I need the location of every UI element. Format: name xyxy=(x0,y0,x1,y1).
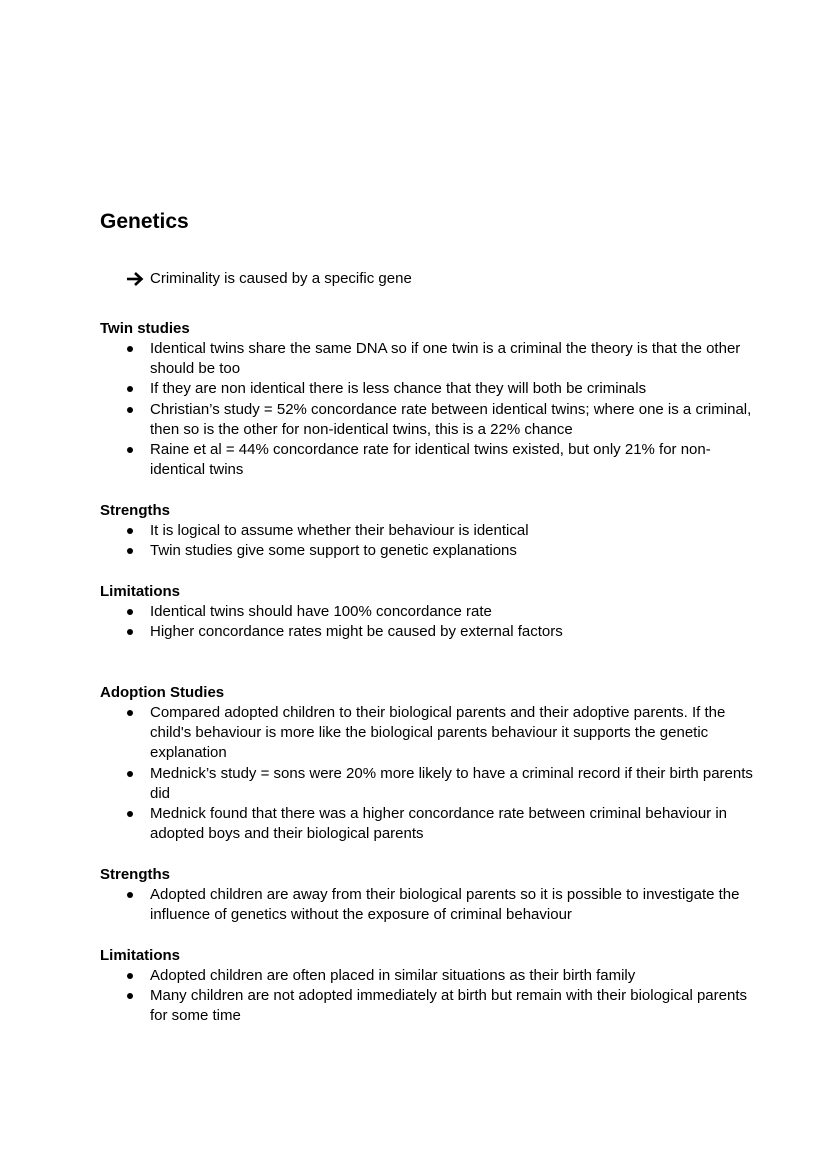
bullet-icon xyxy=(127,993,133,999)
bullet-icon xyxy=(127,407,133,413)
section-heading: Limitations xyxy=(100,583,181,600)
list-item-text: Many children are not adopted immediately at birth but remain with their biological parents for some time xyxy=(150,987,747,1025)
list-item-text: Mednick’s study = sons were 20% more likely to have a criminal record if their birth parents did xyxy=(150,764,753,802)
list-item xyxy=(100,804,760,844)
list-item-text: If they are non identical there is less chance that they will both be criminals xyxy=(150,380,647,398)
intro-line xyxy=(125,269,412,289)
list-item-text: Identical twins should have 100% concordance rate xyxy=(150,603,492,620)
list-item-text: Higher concordance rates might be caused by external factors xyxy=(150,623,563,641)
list-item xyxy=(100,622,760,642)
section-twin-limitations xyxy=(100,582,760,642)
section-heading: Twin studies xyxy=(100,320,190,337)
section-heading: Adoption Studies xyxy=(100,684,225,701)
list-item-text: Twin studies give some support to genetic explanations xyxy=(150,542,517,560)
page-title: Genetics xyxy=(100,210,189,233)
section-twin-strengths xyxy=(100,501,760,561)
bullet-list xyxy=(100,703,760,844)
bullet-icon xyxy=(127,973,133,979)
bullet-list xyxy=(100,602,760,642)
section-adoption-strengths xyxy=(100,865,760,925)
list-item xyxy=(100,541,760,561)
bullet-list xyxy=(100,339,760,480)
list-item xyxy=(100,885,760,925)
section-adoption-limitations xyxy=(100,946,760,1027)
right-arrow-icon xyxy=(125,269,145,289)
bullet-icon xyxy=(127,386,133,392)
bullet-icon xyxy=(127,346,133,352)
list-item-text: It is logical to assume whether their behaviour is identical xyxy=(150,522,529,539)
list-item xyxy=(100,521,760,541)
section-adoption-studies xyxy=(100,683,760,844)
bullet-list xyxy=(100,885,760,925)
bullet-list xyxy=(100,966,760,1027)
bullet-icon xyxy=(127,811,133,817)
section-twin-studies xyxy=(100,319,760,480)
list-item xyxy=(100,764,760,804)
section-heading: Strengths xyxy=(100,502,171,519)
section-heading: Strengths xyxy=(100,866,171,883)
list-item xyxy=(100,379,760,399)
intro-text: Criminality is caused by a specific gene xyxy=(150,270,412,287)
list-item-text: Mednick found that there was a higher concordance rate between criminal behaviour in adopted boys and their biological parents xyxy=(150,805,728,843)
list-item xyxy=(100,440,760,480)
bullet-list xyxy=(100,521,760,561)
list-item xyxy=(100,986,760,1026)
bullet-icon xyxy=(127,771,133,777)
section-heading: Limitations xyxy=(100,947,181,964)
bullet-icon xyxy=(127,528,133,534)
list-item-text: Adopted children are away from their biological parents so it is possible to investigate the influence of genetics without the exposure of criminal behaviour xyxy=(150,886,740,924)
bullet-icon xyxy=(127,548,133,554)
list-item xyxy=(100,966,760,986)
list-item-text: Identical twins share the same DNA so if one twin is a criminal the theory is that the other should be too xyxy=(150,340,741,378)
list-item xyxy=(100,703,760,764)
list-item-text: Adopted children are often placed in similar situations as their birth family xyxy=(150,967,636,984)
bullet-icon xyxy=(127,710,133,716)
list-item xyxy=(100,602,760,622)
list-item-text: Compared adopted children to their biological parents and their adoptive parents. If the child's behaviour is more like the biological parents behaviour it supports the genetic explanation xyxy=(150,704,726,762)
list-item xyxy=(100,339,760,379)
list-item xyxy=(100,400,760,440)
bullet-icon xyxy=(127,447,133,453)
bullet-icon xyxy=(127,892,133,898)
bullet-icon xyxy=(127,609,133,615)
list-item-text: Christian’s study = 52% concordance rate between identical twins; where one is a criminal, then so is the other for non-identical twins, this is a 22% chance xyxy=(150,400,752,438)
list-item-text: Raine et al = 44% concordance rate for identical twins existed, but only 21% for non-identical twins xyxy=(150,441,711,479)
bullet-icon xyxy=(127,629,133,635)
